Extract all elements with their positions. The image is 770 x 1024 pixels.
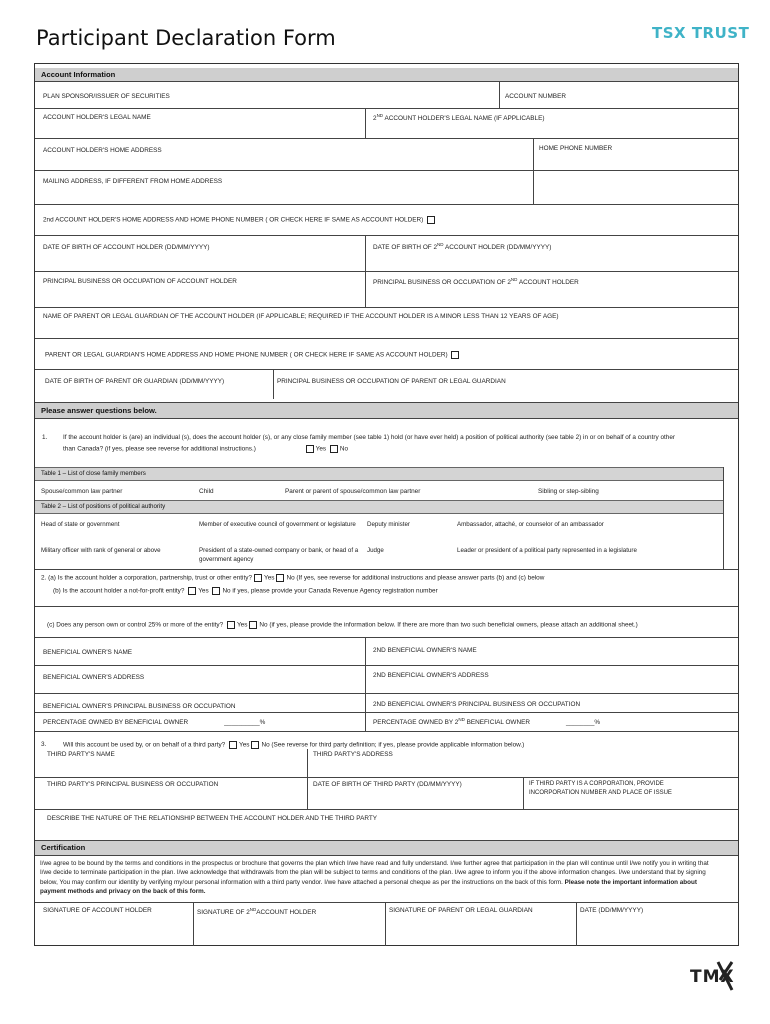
guardian-same-address-checkbox[interactable]: [451, 351, 459, 359]
q3-text: [63, 741, 524, 749]
nd-sup: ND: [376, 113, 384, 118]
guardian-occupation-field[interactable]: PRINCIPAL BUSINESS OR OCCUPATION OF PARENT OR LEGAL GUARDIAN: [277, 378, 506, 385]
sig-date-field[interactable]: DATE (DD/MM/YYYY): [580, 907, 644, 914]
occupation-holder-field[interactable]: PRINCIPAL BUSINESS OR OCCUPATION OF ACCOUNT HOLDER: [43, 278, 237, 285]
bo2-percent-prefix: PERCENTAGE OWNED BY 2: [373, 719, 459, 727]
guardian-address-field[interactable]: [45, 351, 461, 359]
q1-line2-label: than Canada? (if yes, please see reverse for additional instructions.): [63, 445, 256, 453]
sig-second-field[interactable]: [197, 907, 316, 916]
certification-text: [40, 859, 720, 897]
tp-corp-field[interactable]: IF THIRD PARTY IS A CORPORATION, PROVIDE INCORPORATION NUMBER AND PLACE OF ISSUE: [529, 781, 672, 796]
sig-holder-field[interactable]: SIGNATURE OF ACCOUNT HOLDER: [43, 907, 152, 914]
q2c-no-label: No (if yes, please provide the information below. If there are more than two such beneficial owners, please attach an additional sheet.): [259, 621, 638, 629]
occupation-second-prefix: PRINCIPAL BUSINESS OR OCCUPATION OF 2: [373, 279, 511, 287]
tp-dob-field[interactable]: DATE OF BIRTH OF THIRD PARTY (DD/MM/YYYY): [313, 781, 462, 788]
q2c-label: (c) Does any person own or control 25% or more of the entity?: [47, 621, 224, 629]
q1-text-line2: [63, 445, 348, 453]
home-phone-field[interactable]: HOME PHONE NUMBER: [539, 145, 613, 152]
tmx-logo: TMX: [690, 967, 735, 987]
occupation-second-field[interactable]: [373, 277, 579, 286]
sig-guardian-field[interactable]: SIGNATURE OF PARENT OR LEGAL GUARDIAN: [389, 907, 533, 914]
q3-no-checkbox[interactable]: [251, 741, 259, 749]
table2-cell: Member of executive council of government or legislature: [199, 521, 356, 528]
sig-second-prefix: SIGNATURE OF 2: [197, 909, 250, 917]
bo2-name-field[interactable]: 2ND BENEFICIAL OWNER'S NAME: [373, 647, 477, 654]
nd-sup: ND: [437, 242, 444, 247]
dob-holder-field[interactable]: DATE OF BIRTH OF ACCOUNT HOLDER (DD/MM/YYYY): [43, 244, 210, 251]
table1-title: Table 1 – List of close family members: [35, 467, 723, 481]
q1-no-label: No: [339, 445, 349, 453]
second-home-address-field[interactable]: [43, 216, 437, 224]
table2-cell: Head of state or government: [41, 521, 120, 528]
tp-occupation-field[interactable]: THIRD PARTY'S PRINCIPAL BUSINESS OR OCCUPATION: [47, 781, 219, 788]
q2b-no-checkbox[interactable]: [212, 587, 220, 595]
q2c-yes-label: Yes: [236, 621, 248, 629]
table2-cell: Deputy minister: [367, 521, 410, 528]
bo2-percent-suffix: BENEFICIAL OWNER: [464, 719, 530, 727]
sig-second-suffix: ACCOUNT HOLDER: [256, 909, 317, 917]
second-holder-legal-name-label: ACCOUNT HOLDER'S LEGAL NAME (IF APPLICABLE): [384, 115, 545, 123]
holder-legal-name-field[interactable]: ACCOUNT HOLDER'S LEGAL NAME: [43, 114, 151, 121]
dob-second-label: ACCOUNT HOLDER (DD/MM/YYYY): [444, 244, 552, 252]
nd-sup: ND: [458, 717, 465, 722]
bo2-percent-field[interactable]: [373, 717, 600, 726]
tmx-logo-mark: [714, 958, 736, 994]
q1-number: 1.: [42, 434, 48, 441]
bo2-percent-blank: ________%: [565, 719, 601, 727]
table1-cell: Sibling or step-sibling: [538, 488, 599, 495]
q1-yes-checkbox[interactable]: [306, 445, 314, 453]
bo-percent-label: PERCENTAGE OWNED BY BENEFICIAL OWNER: [43, 719, 189, 726]
same-address-checkbox[interactable]: [427, 216, 435, 224]
section-heading-certification: Certification: [35, 840, 738, 856]
section-heading-account: Account Information: [35, 68, 738, 82]
tp-relationship-field[interactable]: DESCRIBE THE NATURE OF THE RELATIONSHIP BETWEEN THE ACCOUNT HOLDER AND THE THIRD PARTY: [47, 815, 377, 822]
bo2-address-field[interactable]: 2ND BENEFICIAL OWNER'S ADDRESS: [373, 672, 489, 679]
q2b-no-label: No if yes, please provide your Canada Revenue Agency registration number: [222, 587, 438, 595]
q3-no-label: No (See reverse for third party definition; if yes, please provide applicable information below.): [261, 741, 525, 749]
guardian-name-field[interactable]: NAME OF PARENT OR LEGAL GUARDIAN OF THE ACCOUNT HOLDER (IF APPLICABLE; REQUIRED IF THE ACCOUNT HOLDER IS A MINOR LESS THAN 12 YEARS OF AGE): [43, 313, 559, 320]
q3-yes-checkbox[interactable]: [229, 741, 237, 749]
certification-body: I/we agree to be bound by the terms and conditions in the prospectus or brochure that governs the plan which I/we have read and fully understand. I/we further agree that participation in the plan will continue until I/we notify you in writing that I/we decide to terminate participation in the plan. I/we acknowledge that withdrawals from the plan will be subject to terms and conditions of the plan. I/we agree to inform you if the above information changes. I/we understand that by signing below, You may confirm our identity by verifying my/our personal information with a third party vendor. I/we have attached a personal cheque as per the instructions on the back of this form.: [40, 860, 709, 886]
q2b-label: (b) Is the account holder a not-for-profit entity?: [53, 587, 185, 595]
bo-address-field[interactable]: BENEFICIAL OWNER'S ADDRESS: [43, 674, 145, 681]
tp-address-field[interactable]: THIRD PARTY'S ADDRESS: [313, 751, 393, 758]
q2c-yes-checkbox[interactable]: [227, 621, 235, 629]
account-number-field[interactable]: ACCOUNT NUMBER: [505, 93, 566, 100]
q3-number: 3.: [41, 741, 47, 748]
mailing-address-field[interactable]: MAILING ADDRESS, IF DIFFERENT FROM HOME ADDRESS: [43, 178, 223, 185]
q2a-no-checkbox[interactable]: [276, 574, 284, 582]
guardian-dob-field[interactable]: DATE OF BIRTH OF PARENT OR GUARDIAN (DD/MM/YYYY): [45, 378, 225, 385]
bo-name-field[interactable]: BENEFICIAL OWNER'S NAME: [43, 649, 133, 656]
brand-logo: TSX TRUST: [652, 24, 750, 42]
table2-cell: Ambassador, attaché, or counselor of an ambassador: [457, 521, 604, 528]
nd-sup: ND: [249, 907, 257, 912]
q1-text-line1: If the account holder is (are) an individual (s), does the account holder (s), or any close family member (see table 1) hold (or have ever held) a position of political authority (see table 2) in or on behalf of a country other: [63, 434, 676, 441]
table1-cell: Parent or parent of spouse/common law partner: [285, 488, 421, 495]
q1-no-checkbox[interactable]: [330, 445, 338, 453]
table2-cell: Leader or president of a political party represented in a legislature: [457, 547, 637, 554]
declaration-form: [34, 63, 739, 946]
table1-cell: Spouse/common law partner: [41, 488, 123, 495]
bo2-occupation-field[interactable]: 2ND BENEFICIAL OWNER'S PRINCIPAL BUSINESS OR OCCUPATION: [373, 701, 581, 708]
dob-second-prefix: DATE OF BIRTH OF 2: [373, 244, 438, 252]
bo-percent-blank: __________%: [224, 719, 266, 726]
table1-cell: Child: [199, 488, 214, 495]
guardian-address-label: PARENT OR LEGAL GUARDIAN'S HOME ADDRESS AND HOME PHONE NUMBER ( OR CHECK HERE IF SAME AS ACCOUNT HOLDER): [45, 351, 448, 359]
q2c-no-checkbox[interactable]: [249, 621, 257, 629]
table2-cell: President of a state-owned company or bank, or head of a government agency: [199, 547, 359, 563]
dob-second-field[interactable]: [373, 242, 551, 251]
page-title: Participant Declaration Form: [36, 26, 336, 50]
second-home-address-label: 2nd ACCOUNT HOLDER'S HOME ADDRESS AND HOME PHONE NUMBER ( OR CHECK HERE IF SAME AS ACCOUNT HOLDER): [43, 216, 424, 224]
table2-title: Table 2 – List of positions of political authority: [35, 500, 723, 514]
q2a-yes-label: Yes: [264, 574, 275, 582]
home-address-field[interactable]: ACCOUNT HOLDER'S HOME ADDRESS: [43, 147, 162, 154]
table2-cell: Judge: [367, 547, 384, 554]
q2b-yes-checkbox[interactable]: [188, 587, 196, 595]
q2a-yes-checkbox[interactable]: [254, 574, 262, 582]
bo-occupation-field[interactable]: BENEFICIAL OWNER'S PRINCIPAL BUSINESS OR OCCUPATION: [43, 703, 236, 710]
bo-percent-field[interactable]: [43, 719, 265, 726]
q2a-no-label: No (If yes, see reverse for additional instructions and please answer parts (b) and (c) below: [286, 574, 545, 582]
tp-name-field[interactable]: THIRD PARTY'S NAME: [47, 751, 115, 758]
section-heading-questions: Please answer questions below.: [35, 402, 738, 419]
q2a-label: 2. (a) Is the account holder a corporation, partnership, trust or other entity?: [41, 574, 253, 582]
q1-yes-label: Yes: [315, 445, 327, 453]
occupation-second-suffix: ACCOUNT HOLDER: [517, 279, 579, 287]
table2-cell: Military officer with rank of general or above: [41, 547, 161, 554]
second-holder-legal-name-field[interactable]: 2ND ACCOUNT HOLDER'S LEGAL NAME (IF APPLICABLE): [373, 113, 545, 123]
q2b-yes-label: Yes: [198, 587, 209, 595]
nd-sup: ND: [510, 277, 518, 282]
q3-yes-label: Yes: [239, 741, 250, 749]
q3-label: Will this account be used by, or on behalf of a third party?: [63, 741, 226, 749]
plan-sponsor-field[interactable]: PLAN SPONSOR/ISSUER OF SECURITIES: [43, 93, 170, 100]
q2c-text: [47, 621, 638, 629]
q2a-text: [41, 574, 544, 582]
certification-note: Please note the important information about payment methods and privacy on the back of this form.: [40, 878, 697, 896]
q2b-text: [53, 587, 438, 595]
